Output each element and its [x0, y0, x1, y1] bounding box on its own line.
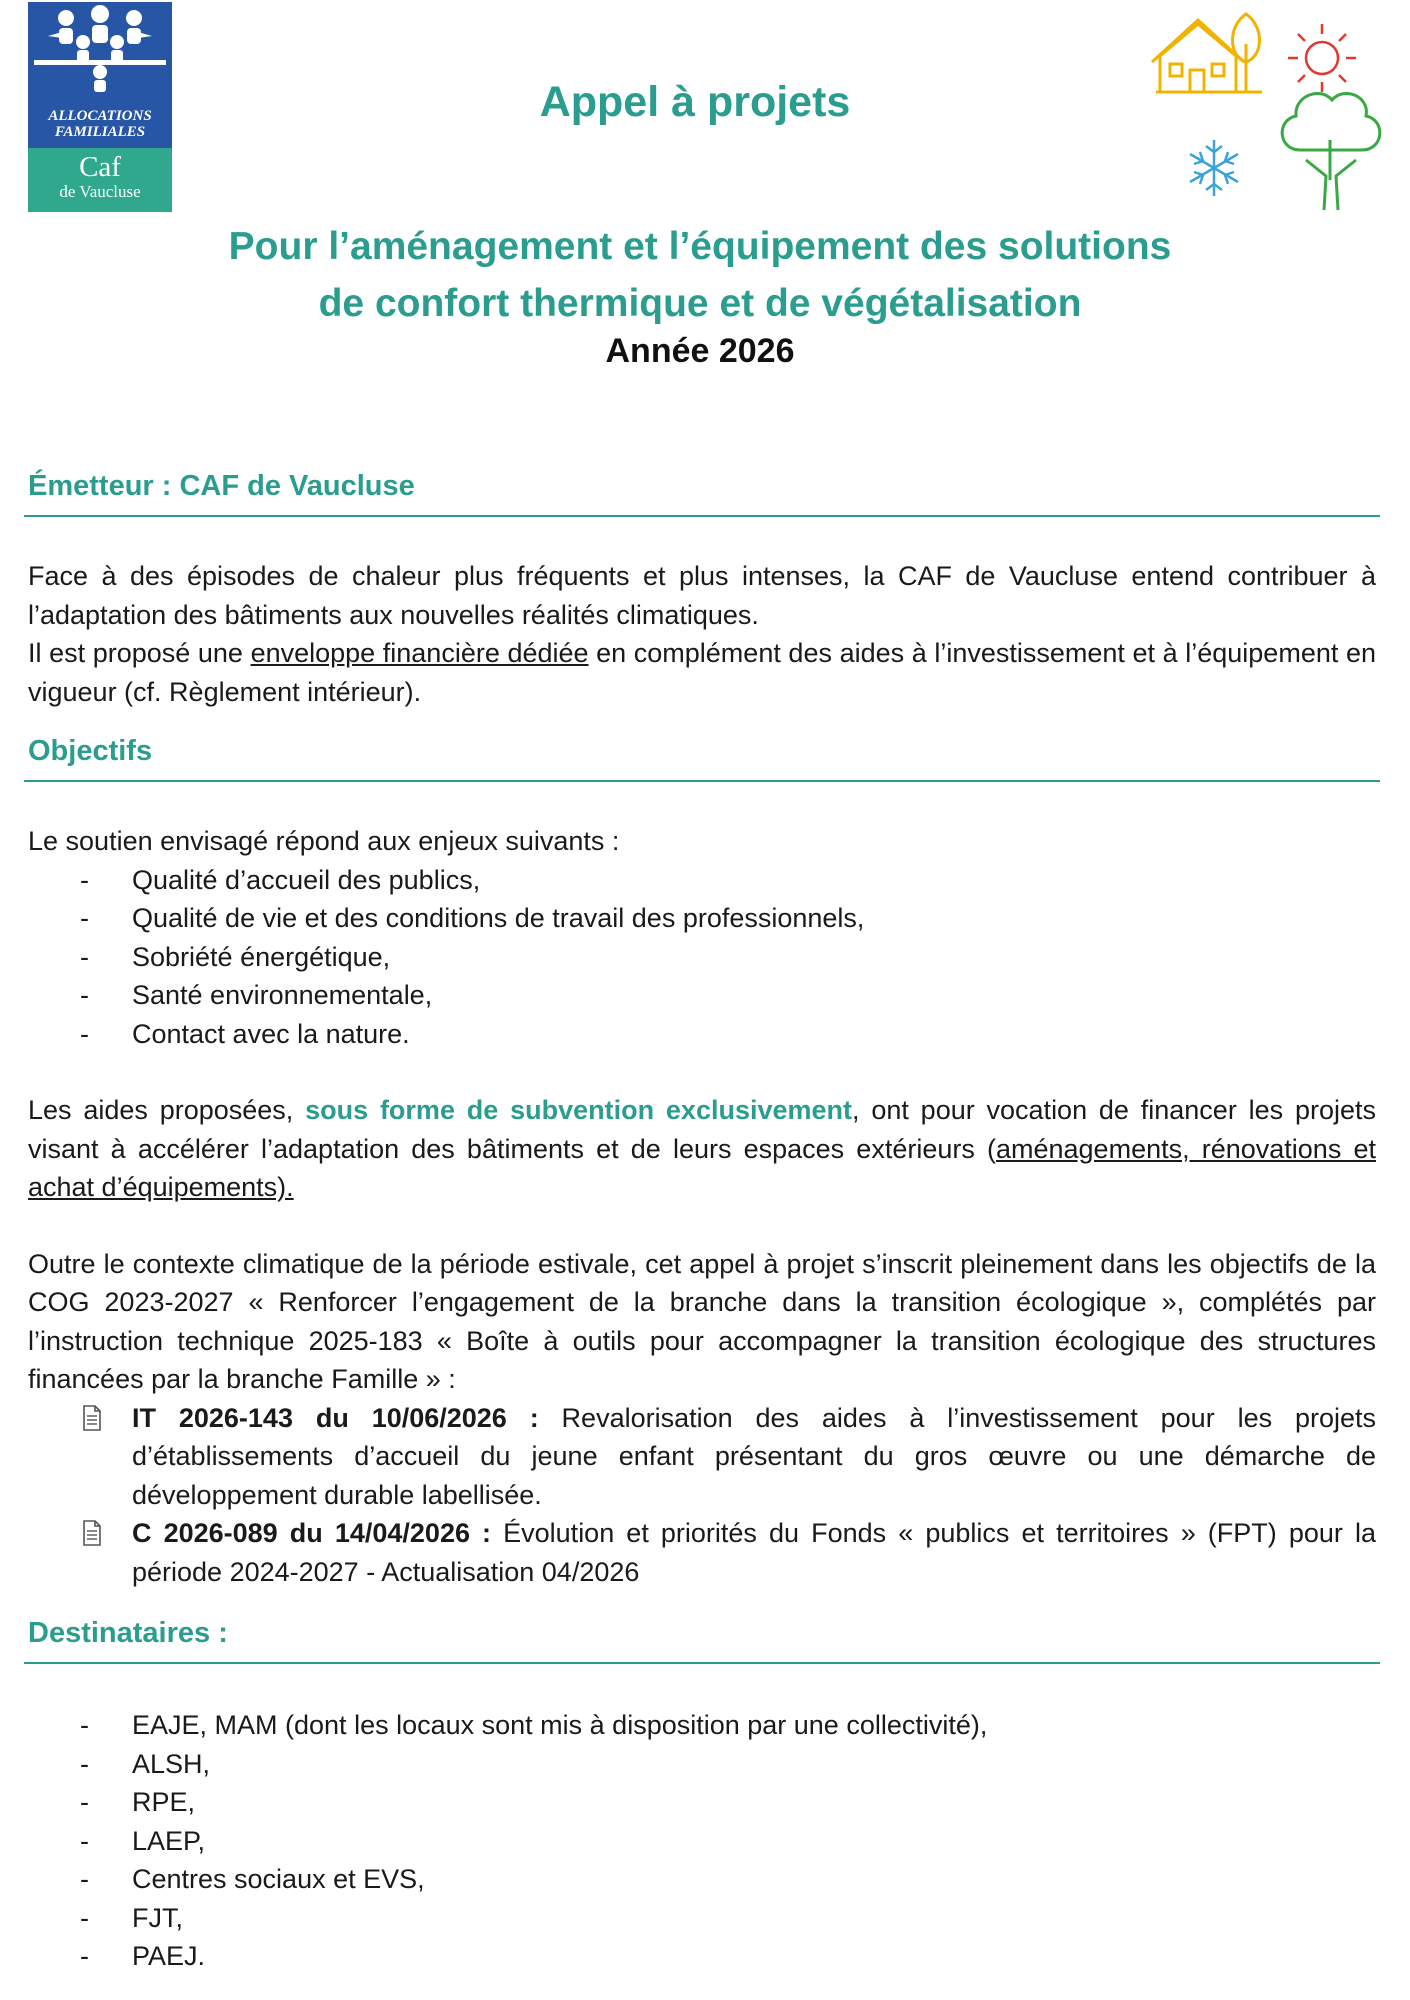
logo-line-2: FAMILIALES — [54, 124, 146, 140]
list-item-text: Centres sociaux et EVS, — [132, 1864, 425, 1894]
reference-doc-item — [28, 1514, 1376, 1591]
list-item-text: EAJE, MAM (dont les locaux sont mis à disposition par une collectivité), — [132, 1710, 988, 1740]
section-heading-destinataires: Destinataires : — [24, 1617, 1380, 1664]
list-item — [28, 1015, 1376, 1054]
list-item-text: Sobriété énergétique, — [132, 941, 391, 972]
dash-marker: - — [80, 1902, 89, 1933]
document-body — [28, 470, 1376, 1976]
list-item — [28, 1706, 1376, 1745]
emetteur-text: en complément des aides à l’investissement et à l’équipement en vigueur (cf. Règlement intérieur). — [28, 638, 1376, 707]
doc-reference: C 2026-089 du 14/04/2026 : — [132, 1518, 492, 1548]
subvention-highlight: sous forme de subvention exclusivement — [305, 1095, 853, 1125]
objectifs-intro: Le soutien envisagé répond aux enjeux suivants : — [28, 826, 620, 856]
doc-reference: IT 2026-143 du 10/06/2026 : — [132, 1402, 539, 1433]
reference-docs-list — [28, 1399, 1376, 1592]
doc-description: Évolution et priorités du Fonds « publics et territoires » (FPT) pour la période 2024-2027 - Actualisation 04/2026 — [132, 1518, 1377, 1587]
list-item — [28, 976, 1376, 1015]
emetteur-text: Il est proposé une — [28, 638, 251, 668]
list-item-text: Contact avec la nature. — [132, 1018, 410, 1049]
list-item-text: Qualité de vie et des conditions de travail des professionnels, — [132, 903, 865, 933]
list-item-text: LAEP, — [132, 1825, 206, 1856]
dash-marker: - — [80, 1825, 89, 1856]
objectifs-list — [28, 861, 1376, 1054]
emetteur-paragraph-1: Face à des épisodes de chaleur plus fréquents et plus intenses, la CAF de Vaucluse entend contribuer à l’adaptation des bâtiments aux nouvelles réalités climatiques. — [28, 561, 1376, 630]
subtitle-line-1: Pour l’aménagement et l’équipement des solutions — [228, 225, 1172, 268]
list-item — [28, 938, 1376, 977]
list-item-text: RPE, — [132, 1787, 196, 1817]
reference-doc-item — [28, 1399, 1376, 1515]
destinataires-list — [28, 1706, 1376, 1976]
list-item-text: Qualité d’accueil des publics, — [132, 864, 481, 895]
aides-paragraph — [28, 1091, 1376, 1207]
list-item-text: ALSH, — [132, 1748, 211, 1779]
list-item-text: Santé environnementale, — [132, 980, 433, 1010]
list-item — [28, 1822, 1376, 1861]
dash-marker: - — [80, 1787, 89, 1817]
doc-description: Revalorisation des aides à l’investissement pour les projets d’établissements d’accueil du jeune enfant présentant du gros œuvre ou une démarche de développement durable labellisée. — [132, 1402, 1376, 1510]
list-item-text: FJT, — [132, 1902, 183, 1933]
list-item — [28, 1899, 1376, 1938]
page-year: Année 2026 — [605, 332, 795, 370]
subtitle-line-2: de confort thermique et de végétalisation — [318, 282, 1082, 325]
list-item — [28, 1783, 1376, 1822]
section-heading-objectifs: Objectifs — [24, 735, 1380, 782]
page-subtitle — [0, 218, 1400, 332]
logo-caf: Caf — [79, 151, 121, 183]
section-heading-emetteur: Émetteur : CAF de Vaucluse — [24, 470, 1380, 517]
document-icon — [82, 1520, 102, 1546]
snowflake-icon — [1190, 140, 1238, 196]
amenagements-underlined: aménagements, rénovations et achat d’équipements). — [28, 1133, 1376, 1202]
list-item — [28, 1860, 1376, 1899]
dash-marker: - — [80, 941, 89, 972]
enveloppe-underlined: enveloppe financière dédiée — [250, 638, 589, 668]
dash-marker: - — [80, 1018, 89, 1049]
document-icon — [82, 1405, 102, 1431]
page-title: Appel à projets — [539, 78, 851, 126]
list-item-text: PAEJ. — [132, 1941, 206, 1971]
aides-text: Les aides proposées, — [28, 1095, 306, 1125]
dash-marker: - — [80, 864, 89, 895]
list-item — [28, 861, 1376, 900]
list-item — [28, 1937, 1376, 1976]
logo-line-1: ALLOCATIONS — [48, 108, 152, 124]
dash-marker: - — [80, 903, 89, 933]
dash-marker: - — [80, 1864, 89, 1894]
contexte-paragraph: Outre le contexte climatique de la période estivale, cet appel à projet s’inscrit pleinement dans les objectifs de la COG 2023-2027 « Renforcer l’engagement de la branche dans la transition écologique », complétés par l’instruction technique 2025-183 « Boîte à outils pour accompagner la transition écologique des structures financées par la branche Famille » : — [28, 1248, 1376, 1394]
dash-marker: - — [80, 1710, 89, 1740]
list-item — [28, 899, 1376, 938]
list-item — [28, 1745, 1376, 1784]
dash-marker: - — [80, 1941, 89, 1971]
logo-department: de Vaucluse — [59, 182, 141, 201]
dash-marker: - — [80, 980, 89, 1010]
aides-text: , ont pour vocation de financer les projets visant à accélérer l’adaptation des bâtiments et de leurs espaces extérieurs ( — [28, 1095, 1376, 1164]
emetteur-paragraph-2 — [28, 634, 1376, 711]
dash-marker: - — [80, 1748, 89, 1779]
